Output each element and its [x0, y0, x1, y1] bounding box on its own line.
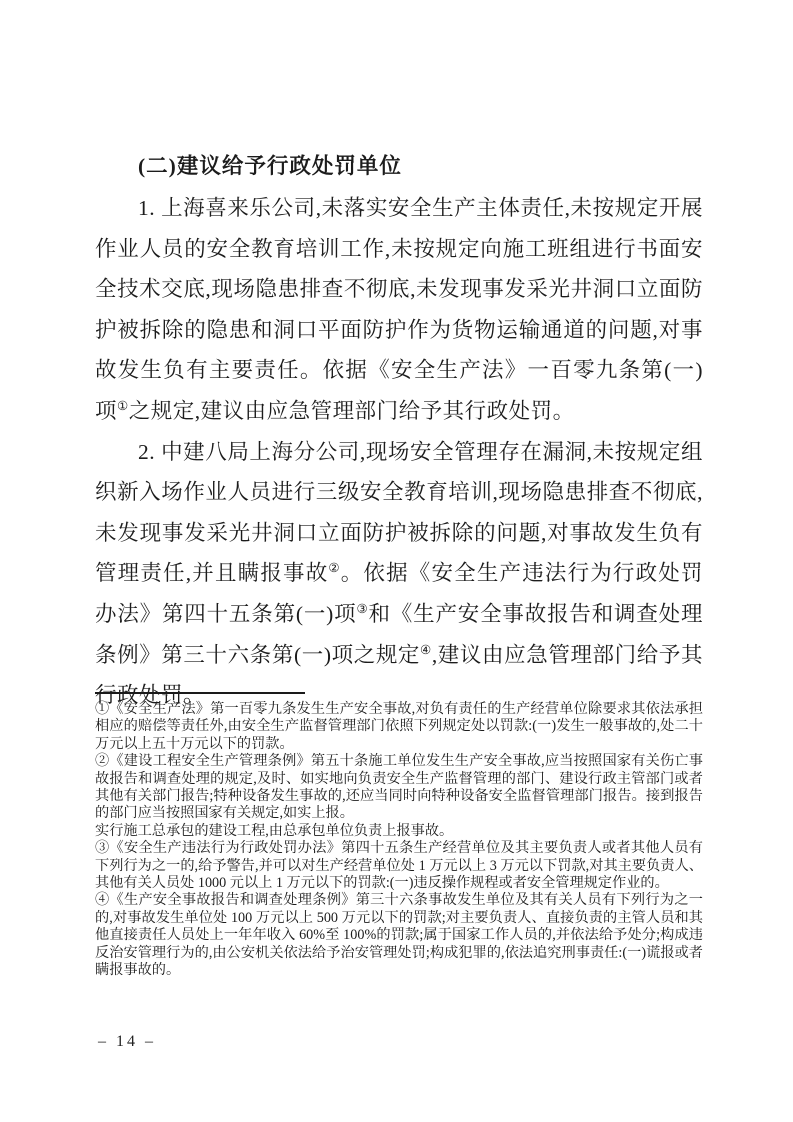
document-body [95, 146, 703, 716]
footnote-4: ④《生产安全事故报告和调查处理条例》第三十六条事故发生单位及其有关人员有下列行为之一的,对事故发生单位处 100 万元以上 500 万元以下的罚款;对主要负责人、直接负责的主管人员和其他直接责任人员处上一年年收入 60%至 100%的罚款;属于国家工作人员的,并依法给予处分;构成违反治安管理行为的,由公安机关依法给予治安管理处罚;构成犯罪的,依法追究刑事责任:(一)谎报或者瞒报事故的。 [95, 892, 703, 979]
paragraph-1: 1. 上海喜来乐公司,未落实安全生产主体责任,未按规定开展作业人员的安全教育培训工作,未按规定向施工班组进行书面安全技术交底,现场隐患排查不彻底,未发现事发采光井洞口立面防护被拆除的隐患和洞口平面防护作为货物运输通道的问题,对事故发生负有主要责任。依据《安全生产法》一百零九条第(一)项①之规定,建议由应急管理部门给予其行政处罚。 [95, 196, 703, 423]
section-heading: (二)建议给予行政处罚单位 [138, 154, 402, 178]
footnote-1: ①《安全生产法》第一百零九条发生生产安全事故,对负有责任的生产经营单位除要求其依法承担相应的赔偿等责任外,由安全生产监督管理部门依照下列规定处以罚款:(一)发生一般事故的,处二十万元以上五十万元以下的罚款。 [95, 701, 703, 752]
footnotes-section [95, 692, 703, 980]
page-number: – 14 – [98, 1033, 156, 1050]
footnote-3: ③《安全生产违法行为行政处罚办法》第四十五条生产经营单位及其主要负责人或者其他人员有下列行为之一的,给予警告,并可以对生产经营单位处 1 万元以上 3 万元以下罚款,对其主要负责人、其他有关人员处 1000 元以上 1 万元以下的罚款:(一)违反操作规程或者安全管理规定作业的。 [95, 840, 703, 892]
paragraph-2: 2. 中建八局上海分公司,现场安全管理存在漏洞,未按规定组织新入场作业人员进行三级安全教育培训,现场隐患排查不彻底,未发现事发采光井洞口立面防护被拆除的问题,对事故发生负有管理责任,并且瞒报事故②。依据《安全生产违法行为行政处罚办法》第四十五条第(一)项③和《生产安全事故报告和调查处理条例》第三十六条第(一)项之规定④,建议由应急管理部门给予其行政处罚。 [95, 439, 703, 708]
footnote-2-continued: 实行施工总承包的建设工程,由总承包单位负责上报事故。 [95, 822, 454, 839]
footnote-separator-rule [95, 692, 305, 694]
footnote-2: ②《建设工程安全生产管理条例》第五十条施工单位发生生产安全事故,应当按照国家有关伤亡事故报告和调查处理的规定,及时、如实地向负责安全生产监督管理的部门、建设行政主管部门或者其他有关部门报告;特种设备发生事故的,还应当同时向特种设备安全监督管理部门报告。接到报告的部门应当按照国家有关规定,如实上报。 [95, 753, 703, 822]
